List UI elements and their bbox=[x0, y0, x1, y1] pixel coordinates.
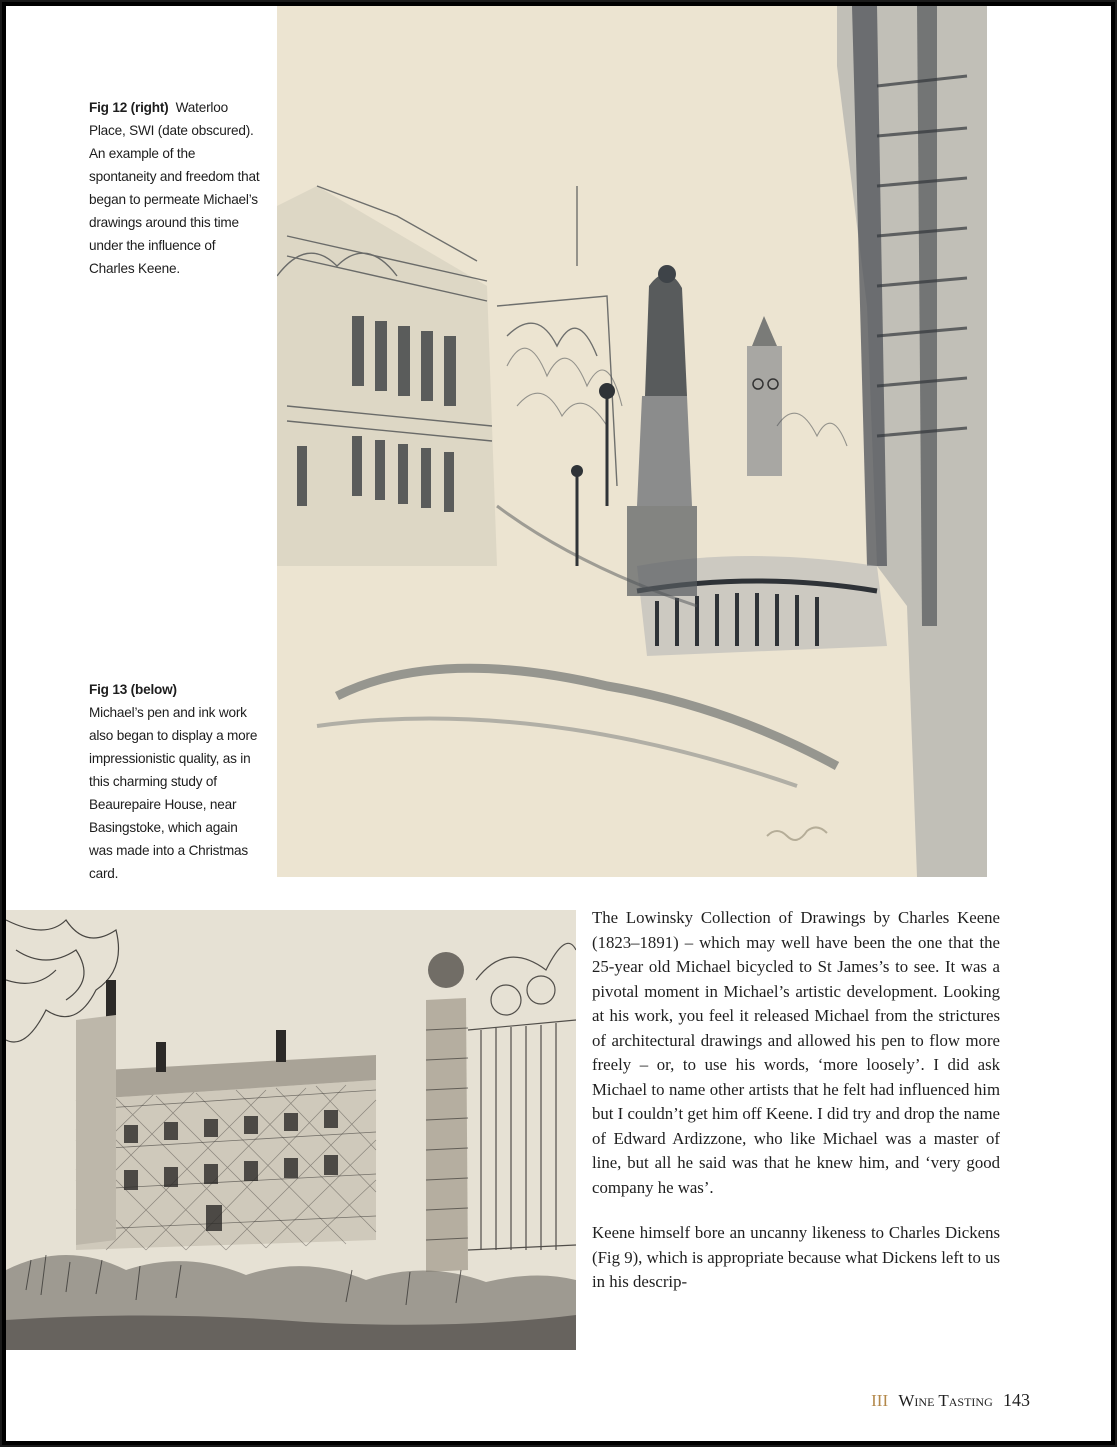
caption-fig13 bbox=[89, 678, 264, 885]
footer-section-title: Wine Tasting bbox=[898, 1391, 993, 1410]
body-paragraph-2: Keene himself bore an uncanny likeness to Charles Dickens (Fig 9), which is appropriate because what Dickens left to us in his descrip- bbox=[592, 1223, 1000, 1291]
body-paragraph-1: The Lowinsky Collection of Drawings by Charles Keene (1823–1891) – which may well have been the one that the 25-year old Michael bicycled to St James’s to see. It was a pivotal moment in Michael’s artistic development. Looking at his work, you feel it released Michael from the strictures of architectural drawings and allowed his pen to flow more freely – or, to use his words, ‘more loosely’. I did ask Michael to name other artists that he felt had influenced him but I couldn’t get him off Keene. I did try and drop the name of Edward Ardizzone, who like Michael was a master of line, but all he said was that he knew him, and ‘very good company he was’. bbox=[592, 908, 1000, 1197]
caption-fig12-label: Fig 12 (right) bbox=[89, 100, 169, 115]
footer-section-number: III bbox=[871, 1391, 889, 1410]
page-footer bbox=[871, 1390, 1030, 1411]
caption-fig12 bbox=[89, 96, 264, 280]
page-number: 143 bbox=[1003, 1390, 1030, 1410]
figure-waterloo-place-sketch bbox=[277, 6, 987, 877]
caption-fig13-label: Fig 13 (below) bbox=[89, 682, 177, 697]
caption-fig13-text: Michael’s pen and ink work also began to display a more impressionistic quality, as in this charming study of Beaurepaire House, near Basingstoke, which again was made into a Christmas card. bbox=[89, 705, 258, 881]
waterloo-place-drawing bbox=[277, 6, 987, 877]
caption-fig12-text: Waterloo Place, SWI (date obscured). An example of the spontaneity and freedom that began to permeate Michael’s drawings around this time under the influence of Charles Keene. bbox=[89, 100, 260, 276]
figure-beaurepaire-house-sketch bbox=[6, 910, 576, 1350]
beaurepaire-house-drawing bbox=[6, 910, 576, 1350]
